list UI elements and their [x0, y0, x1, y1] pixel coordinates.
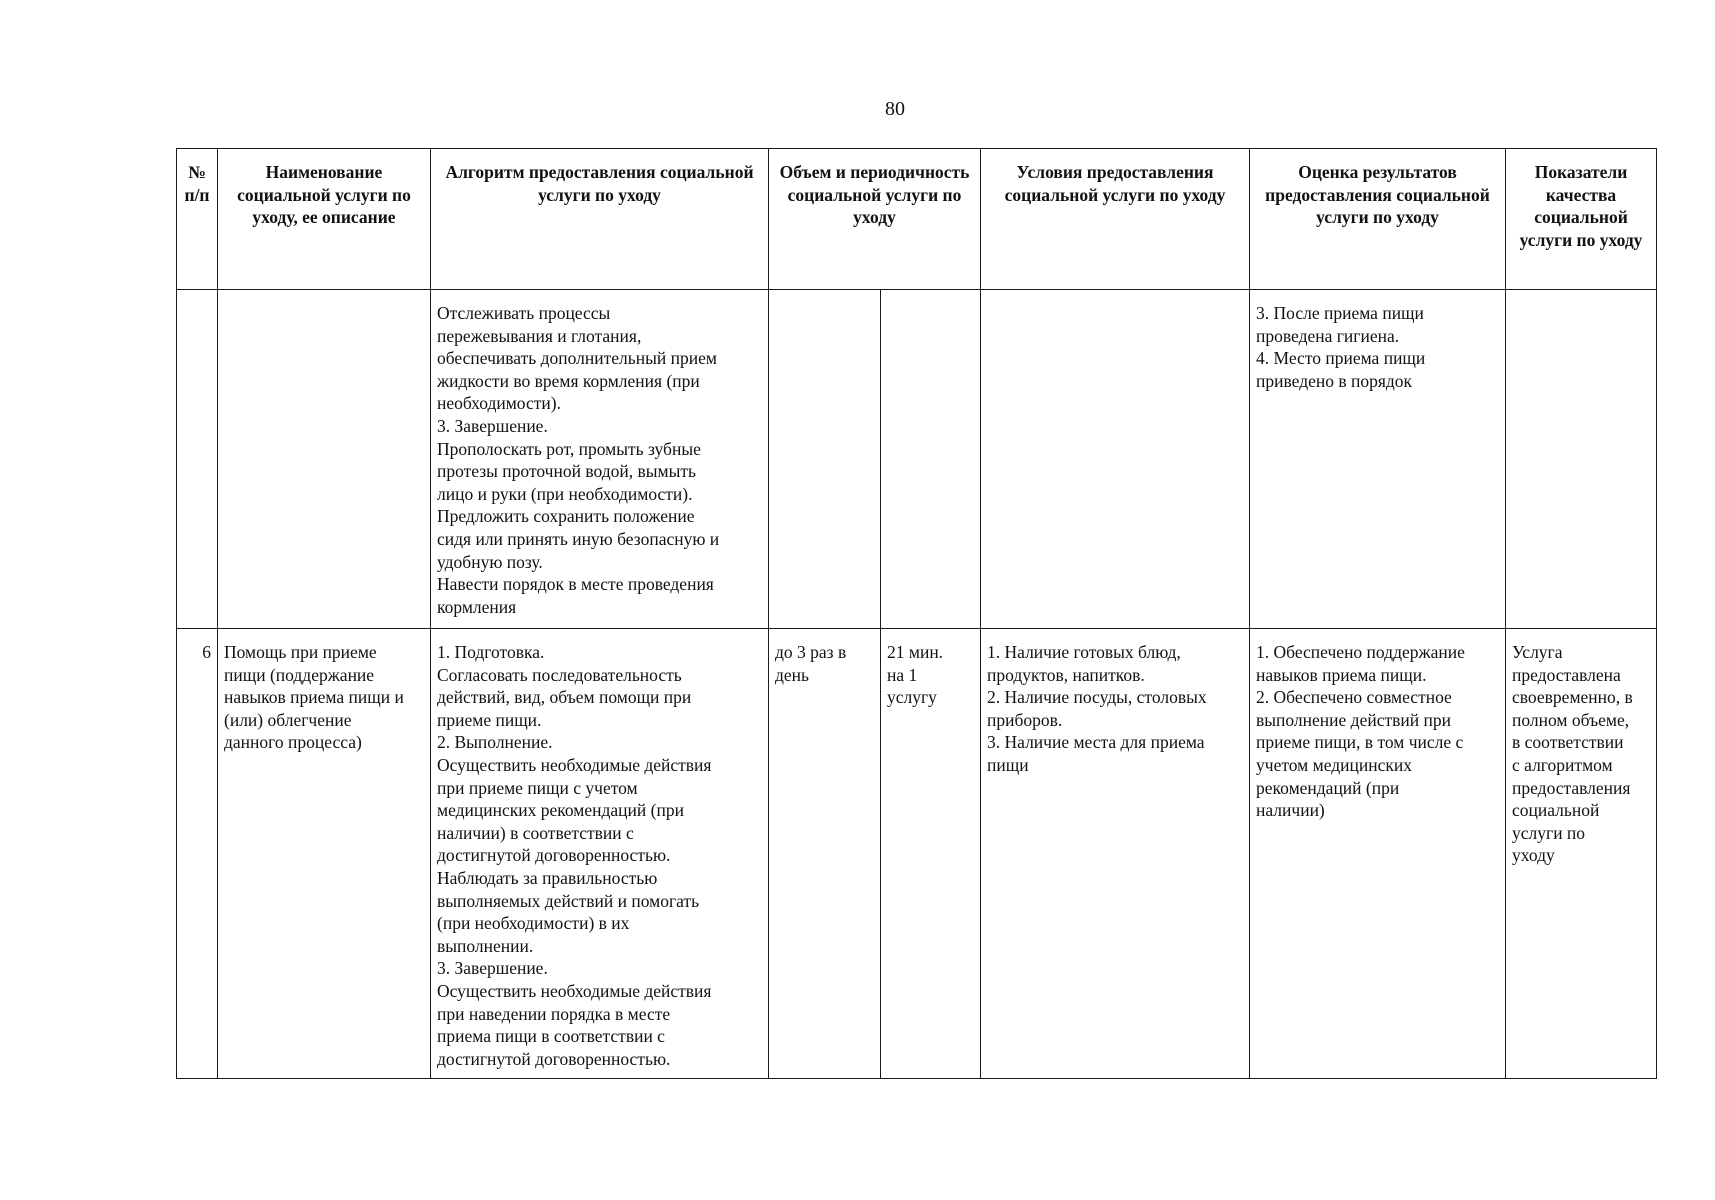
- text-line: кормления: [437, 596, 517, 617]
- header-service-name: Наименование социальной услуги по уходу, ее описание: [218, 149, 431, 290]
- text-line: полном объеме,: [1512, 709, 1630, 730]
- header-quality: Показатели качества социальной услуги по уходу: [1506, 149, 1657, 290]
- conditions-cell: [981, 629, 1250, 1079]
- text-line: Осуществить необходимые действия: [437, 980, 712, 1001]
- text-line: навыков приема пищи.: [1256, 664, 1427, 685]
- text-line: 3. Завершение.: [437, 958, 548, 979]
- text-line: Осуществить необходимые действия: [437, 754, 712, 775]
- text-line: пищи: [987, 754, 1029, 775]
- text-line: действий, вид, объем помощи при: [437, 687, 692, 708]
- text-line: Навести порядок в месте проведения: [437, 574, 714, 595]
- algorithm-cell: [431, 629, 769, 1079]
- text-line: данного процесса): [224, 732, 362, 753]
- text-line: предоставлена: [1512, 664, 1621, 685]
- text-line: 1. Обеспечено поддержание: [1256, 642, 1465, 662]
- table-header-row: [177, 149, 1657, 290]
- text-line: услугу: [887, 687, 937, 708]
- text-line: пережевывания и глотания,: [437, 325, 642, 346]
- text-line: приема пищи в соответствии с: [437, 1026, 665, 1047]
- text-line: на 1: [887, 664, 918, 685]
- text-line: приборов.: [987, 709, 1063, 730]
- text-line: предоставления: [1512, 777, 1631, 798]
- period-cell: [881, 290, 981, 629]
- text-line: продуктов, напитков.: [987, 664, 1145, 685]
- volume-cell: [769, 290, 881, 629]
- text-line: приеме пищи.: [437, 709, 542, 730]
- text-line: 3. Завершение.: [437, 415, 548, 436]
- service-name-cell: [218, 290, 431, 629]
- text-line: жидкости во время кормления (при: [437, 370, 700, 391]
- text-line: при приеме пищи с учетом: [437, 777, 638, 798]
- row-number: 6: [177, 629, 218, 1079]
- text-line: при наведении порядка в месте: [437, 1003, 671, 1024]
- text-line: 1. Подготовка.: [437, 642, 545, 662]
- text-line: своевременно, в: [1512, 687, 1633, 708]
- text-line: (при необходимости) в их: [437, 913, 630, 934]
- text-line: 4. Место приема пищи: [1256, 348, 1426, 369]
- text-line: необходимости).: [437, 393, 561, 414]
- page-number: 80: [885, 98, 905, 120]
- text-line: 2. Обеспечено совместное: [1256, 687, 1452, 708]
- text-line: Отслеживать процессы: [437, 303, 611, 323]
- text-line: социальной: [1512, 800, 1600, 821]
- text-line: протезы проточной водой, вымыть: [437, 461, 696, 482]
- text-line: с алгоритмом: [1512, 754, 1613, 775]
- algorithm-cell: [431, 290, 769, 629]
- text-line: Помощь при приеме: [224, 642, 377, 662]
- service-name-cell: [218, 629, 431, 1079]
- text-line: Прополоскать рот, промыть зубные: [437, 438, 701, 459]
- text-line: Согласовать последовательность: [437, 664, 682, 685]
- text-line: лицо и руки (при необходимости).: [437, 483, 693, 504]
- text-line: Наблюдать за правильностью: [437, 867, 658, 888]
- text-line: 2. Наличие посуды, столовых: [987, 687, 1207, 708]
- text-line: наличии): [1256, 800, 1325, 821]
- header-number: № п/п: [177, 149, 218, 290]
- text-line: 3. Наличие места для приема: [987, 732, 1205, 753]
- text-line: приеме пищи, в том числе с: [1256, 732, 1464, 753]
- header-volume-periodicity: Объем и периодичность социальной услуги по уходу: [769, 149, 981, 290]
- text-line: в соответствии: [1512, 732, 1624, 753]
- table-row: [177, 290, 1657, 629]
- text-line: 3. После приема пищи: [1256, 303, 1424, 323]
- text-line: приведено в порядок: [1256, 370, 1413, 391]
- text-line: 1. Наличие готовых блюд,: [987, 642, 1181, 662]
- text-line: выполнение действий при: [1256, 709, 1451, 730]
- text-line: удобную позу.: [437, 551, 543, 572]
- text-line: навыков приема пищи и: [224, 687, 404, 708]
- text-line: (или) облегчение: [224, 709, 352, 730]
- header-algorithm: Алгоритм предоставления социальной услуги по уходу: [431, 149, 769, 290]
- text-line: выполняемых действий и помогать: [437, 890, 700, 911]
- text-line: медицинских рекомендаций (при: [437, 800, 684, 821]
- quality-cell: [1506, 629, 1657, 1079]
- text-line: услуги по: [1512, 822, 1586, 843]
- text-line: достигнутой договоренностью.: [437, 1048, 671, 1069]
- text-line: рекомендаций (при: [1256, 777, 1400, 798]
- text-line: сидя или принять иную безопасную и: [437, 528, 720, 549]
- text-line: наличии) в соответствии с: [437, 822, 634, 843]
- text-line: 2. Выполнение.: [437, 732, 553, 753]
- text-line: выполнении.: [437, 935, 534, 956]
- text-line: день: [775, 664, 810, 685]
- text-line: учетом медицинских: [1256, 754, 1412, 775]
- text-line: проведена гигиена.: [1256, 325, 1400, 346]
- evaluation-cell: [1250, 629, 1506, 1079]
- text-line: пищи (поддержание: [224, 664, 375, 685]
- text-line: достигнутой договоренностью.: [437, 845, 671, 866]
- text-line: Предложить сохранить положение: [437, 506, 695, 527]
- text-line: до 3 раз в: [775, 642, 847, 662]
- text-line: уходу: [1512, 845, 1555, 866]
- conditions-cell: [981, 290, 1250, 629]
- text-line: обеспечивать дополнительный прием: [437, 348, 717, 369]
- table-row: [177, 629, 1657, 1079]
- text-line: 21 мин.: [887, 642, 944, 662]
- period-cell: [881, 629, 981, 1079]
- header-conditions: Условия предоставления социальной услуги по уходу: [981, 149, 1250, 290]
- row-number: [177, 290, 218, 629]
- services-table: [176, 148, 1657, 1079]
- header-evaluation: Оценка результатов предоставления социальной услуги по уходу: [1250, 149, 1506, 290]
- text-line: Услуга: [1512, 642, 1563, 662]
- quality-cell: [1506, 290, 1657, 629]
- evaluation-cell: [1250, 290, 1506, 629]
- volume-cell: [769, 629, 881, 1079]
